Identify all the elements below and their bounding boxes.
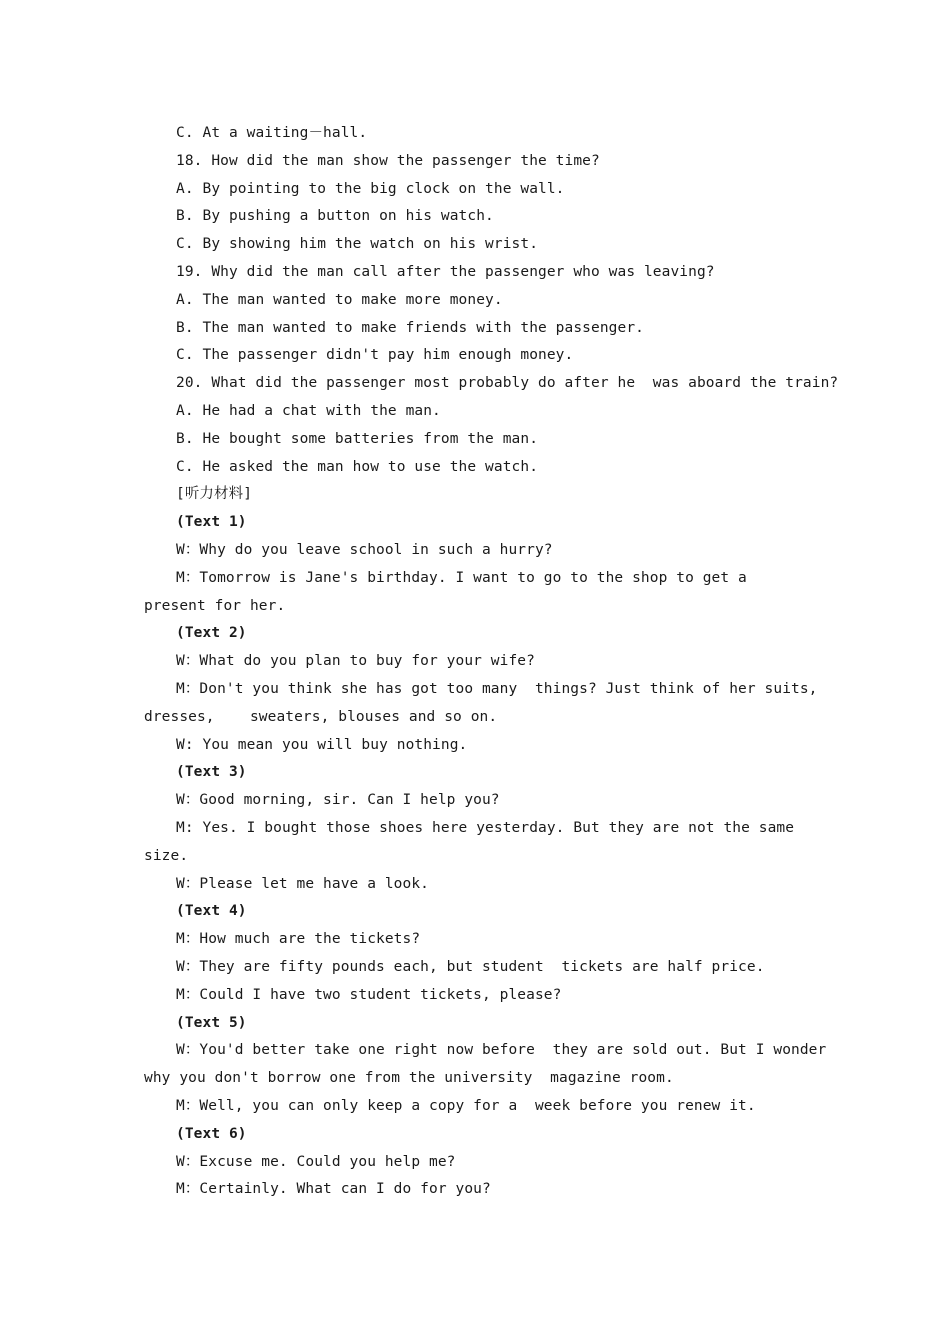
answer-option: C. He asked the man how to use the watch.: [176, 458, 539, 475]
dialogue-line: why you don't borrow one from the university magazine room.: [144, 1070, 674, 1087]
answer-option: A. He had a chat with the man.: [176, 403, 441, 419]
answer-option: B. By pushing a button on his watch.: [176, 208, 494, 225]
dialogue-line: W：Please let me have a look.: [176, 875, 430, 892]
section-label: [听力材料]: [176, 486, 253, 503]
text-heading: (Text 4): [176, 903, 247, 920]
text-heading: (Text 5): [176, 1014, 247, 1031]
dialogue-line: M：Well, you can only keep a copy for a week before you renew it.: [176, 1098, 756, 1114]
text-heading: (Text 6): [176, 1125, 247, 1142]
answer-option: C. The passenger didn't pay him enough money.: [176, 347, 574, 364]
dialogue-line: M：Could I have two student tickets, please?: [176, 986, 562, 1003]
answer-option: B. He bought some batteries from the man.: [176, 430, 539, 447]
dialogue-line: W：What do you plan to buy for your wife?: [176, 653, 535, 670]
dialogue-line: W：Good morning, sir. Can I help you?: [176, 792, 500, 809]
answer-option: C. By showing him the watch on his wrist.: [176, 236, 539, 253]
dialogue-line: W：You'd better take one right now before they are sold out. But I wonder: [176, 1042, 827, 1059]
dialogue-line: W：Why do you leave school in such a hurry?: [176, 542, 553, 558]
dialogue-line: M: Yes. I bought those shoes here yesterday. But they are not the same: [176, 820, 795, 836]
dialogue-line: W: You mean you will buy nothing.: [176, 736, 468, 753]
dialogue-line: size.: [144, 847, 189, 864]
answer-option: A. By pointing to the big clock on the wall.: [176, 180, 565, 197]
dialogue-line: W：Excuse me. Could you help me?: [176, 1153, 456, 1170]
dialogue-line: M：Certainly. What can I do for you?: [176, 1181, 491, 1198]
text-heading: (Text 3): [176, 764, 247, 781]
answer-option: C. At a waiting－hall.: [176, 125, 368, 141]
question-line: 19. Why did the man call after the passenger who was leaving?: [176, 264, 715, 280]
dialogue-line: dresses, sweaters, blouses and so on.: [144, 708, 498, 725]
text-heading: (Text 2): [176, 625, 247, 642]
dialogue-line: M：Tomorrow is Jane's birthday. I want to go to the shop to get a: [176, 569, 747, 586]
dialogue-line: M：How much are the tickets?: [176, 931, 421, 948]
dialogue-line: present for her.: [144, 597, 286, 614]
text-heading: (Text 1): [176, 514, 247, 531]
dialogue-line: M：Don't you think she has got too many things? Just think of her suits,: [176, 681, 818, 697]
question-line: 18. How did the man show the passenger the time?: [176, 152, 600, 169]
answer-option: B. The man wanted to make friends with the passenger.: [176, 319, 644, 336]
answer-option: A. The man wanted to make more money.: [176, 291, 503, 308]
question-line: 20. What did the passenger most probably do after he was aboard the train?: [176, 375, 839, 392]
dialogue-line: W：They are fifty pounds each, but student tickets are half price.: [176, 959, 765, 975]
